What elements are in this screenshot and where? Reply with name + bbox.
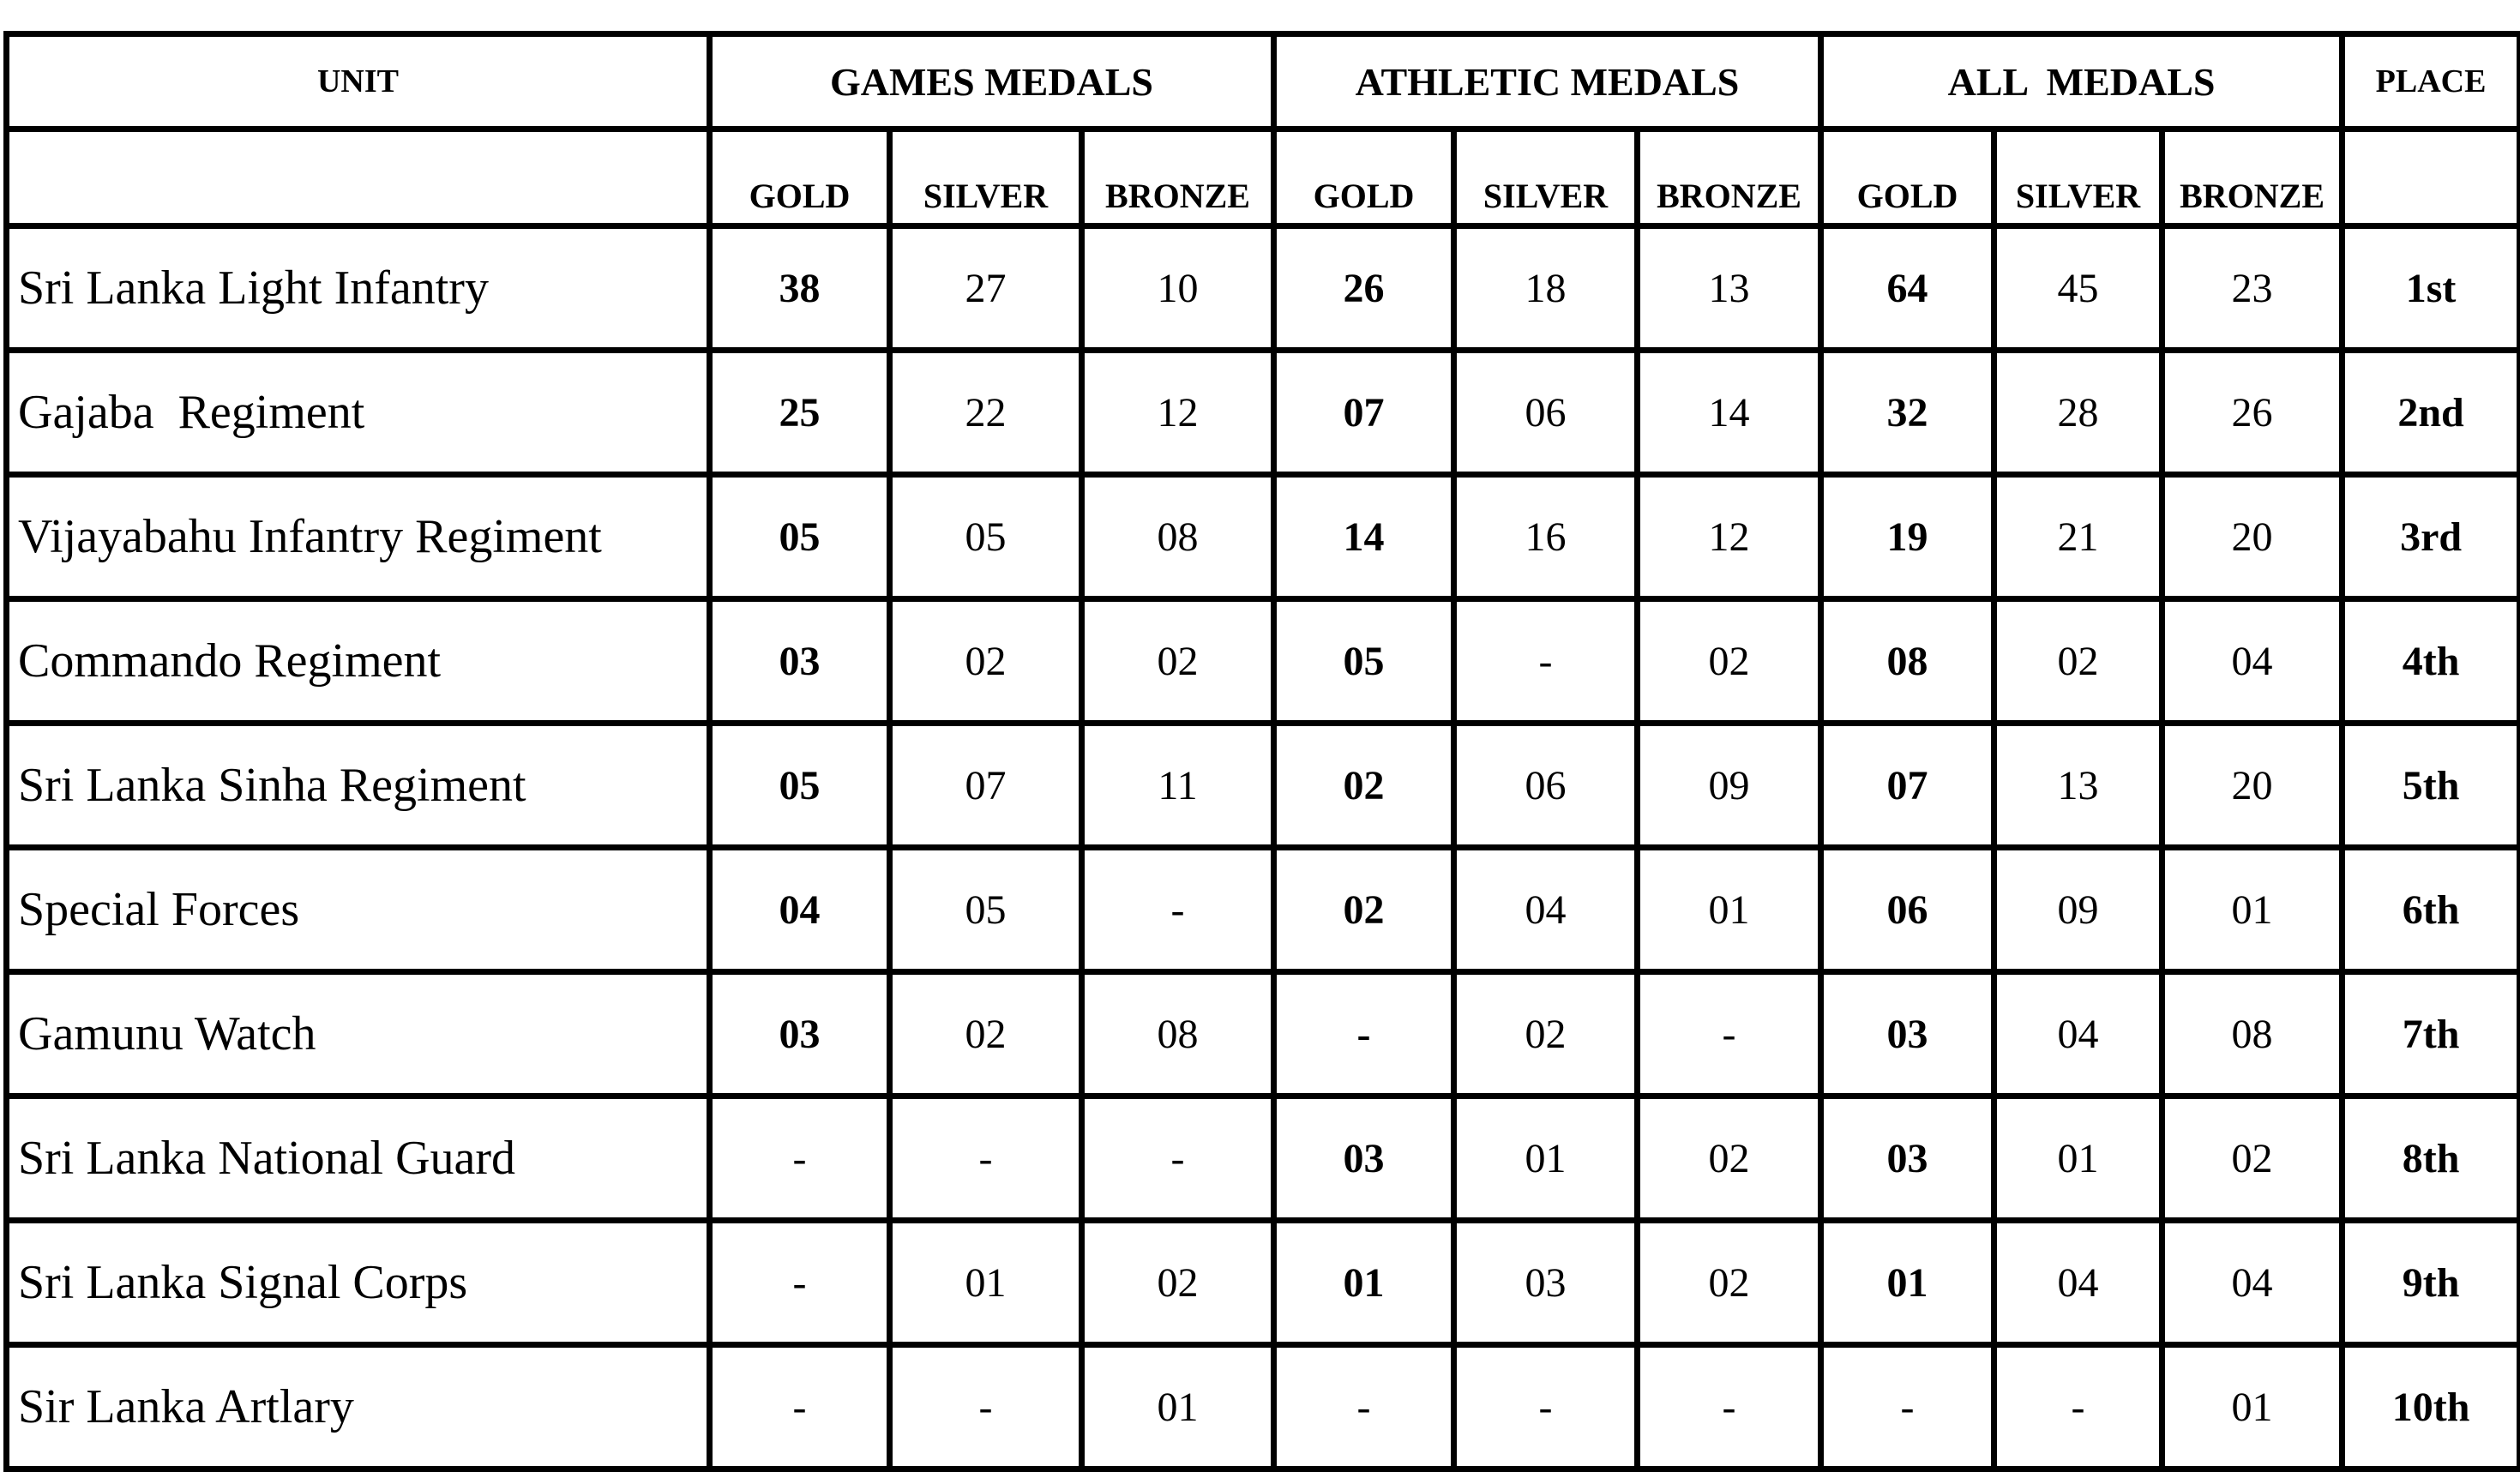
table-row	[7, 1096, 2520, 1221]
all-silver: 13	[1994, 724, 2162, 848]
table-row	[7, 1221, 2520, 1345]
games-silver: -	[890, 1345, 1082, 1469]
place: 9th	[2343, 1221, 2520, 1345]
games-medals-header: GAMES MEDALS	[710, 34, 1274, 129]
games-bronze: 08	[1082, 972, 1274, 1096]
unit-name: Gajaba Regiment	[7, 351, 710, 475]
all-silver: 45	[1994, 226, 2162, 351]
games-bronze: 11	[1082, 724, 1274, 848]
table-row	[7, 1345, 2520, 1469]
athletic-silver: 04	[1454, 848, 1638, 972]
athletic-bronze: -	[1638, 972, 1821, 1096]
table-row	[7, 848, 2520, 972]
games-silver-header: SILVER	[890, 129, 1082, 226]
all-gold-header: GOLD	[1821, 129, 1994, 226]
athletic-silver: 03	[1454, 1221, 1638, 1345]
place: 10th	[2343, 1345, 2520, 1469]
unit-subheader-empty	[7, 129, 710, 226]
all-gold: 64	[1821, 226, 1994, 351]
games-silver: 27	[890, 226, 1082, 351]
all-gold: 01	[1821, 1221, 1994, 1345]
table-row	[7, 351, 2520, 475]
games-gold: -	[710, 1345, 890, 1469]
table-row	[7, 226, 2520, 351]
athletic-bronze-header: BRONZE	[1638, 129, 1821, 226]
place: 4th	[2343, 599, 2520, 724]
games-gold: 03	[710, 972, 890, 1096]
games-silver: 07	[890, 724, 1082, 848]
unit-name: Sri Lanka Light Infantry	[7, 226, 710, 351]
table-row	[7, 475, 2520, 599]
games-silver: 01	[890, 1221, 1082, 1345]
games-gold-header: GOLD	[710, 129, 890, 226]
all-silver: 04	[1994, 1221, 2162, 1345]
place-header: PLACE	[2343, 34, 2520, 129]
games-gold: 05	[710, 475, 890, 599]
all-gold: 07	[1821, 724, 1994, 848]
unit-name: Sir Lanka Artlary	[7, 1345, 710, 1469]
medal-standings-table	[3, 31, 2520, 1472]
all-silver: 28	[1994, 351, 2162, 475]
games-gold: 05	[710, 724, 890, 848]
athletic-gold: -	[1274, 972, 1454, 1096]
all-silver: 09	[1994, 848, 2162, 972]
athletic-silver: 18	[1454, 226, 1638, 351]
athletic-silver: 16	[1454, 475, 1638, 599]
all-silver: 21	[1994, 475, 2162, 599]
athletic-gold: 14	[1274, 475, 1454, 599]
athletic-bronze: 02	[1638, 1221, 1821, 1345]
unit-header: UNIT	[7, 34, 710, 129]
athletic-gold-header: GOLD	[1274, 129, 1454, 226]
athletic-gold: -	[1274, 1345, 1454, 1469]
all-bronze: 01	[2162, 1345, 2343, 1469]
athletic-silver-header: SILVER	[1454, 129, 1638, 226]
all-silver: 01	[1994, 1096, 2162, 1221]
unit-name: Sri Lanka Signal Corps	[7, 1221, 710, 1345]
games-gold: -	[710, 1096, 890, 1221]
all-bronze: 02	[2162, 1096, 2343, 1221]
games-silver: 05	[890, 475, 1082, 599]
sub-header-row	[7, 129, 2520, 226]
games-bronze: 01	[1082, 1345, 1274, 1469]
athletic-bronze: 13	[1638, 226, 1821, 351]
unit-name: Vijayabahu Infantry Regiment	[7, 475, 710, 599]
games-bronze-header: BRONZE	[1082, 129, 1274, 226]
all-bronze-header: BRONZE	[2162, 129, 2343, 226]
unit-name: Commando Regiment	[7, 599, 710, 724]
athletic-silver: 06	[1454, 351, 1638, 475]
all-gold: 32	[1821, 351, 1994, 475]
athletic-gold: 01	[1274, 1221, 1454, 1345]
place: 8th	[2343, 1096, 2520, 1221]
games-silver: 02	[890, 972, 1082, 1096]
athletic-gold: 03	[1274, 1096, 1454, 1221]
athletic-gold: 07	[1274, 351, 1454, 475]
athletic-medals-header: ATHLETIC MEDALS	[1274, 34, 1821, 129]
games-bronze: 02	[1082, 599, 1274, 724]
athletic-gold: 26	[1274, 226, 1454, 351]
all-gold: 03	[1821, 972, 1994, 1096]
all-silver: 02	[1994, 599, 2162, 724]
table-row	[7, 724, 2520, 848]
unit-name: Gamunu Watch	[7, 972, 710, 1096]
athletic-silver: 02	[1454, 972, 1638, 1096]
all-bronze: 20	[2162, 724, 2343, 848]
place: 7th	[2343, 972, 2520, 1096]
games-bronze: 02	[1082, 1221, 1274, 1345]
all-bronze: 08	[2162, 972, 2343, 1096]
athletic-bronze: 02	[1638, 599, 1821, 724]
unit-name: Special Forces	[7, 848, 710, 972]
games-bronze: -	[1082, 848, 1274, 972]
athletic-silver: -	[1454, 1345, 1638, 1469]
all-gold: 19	[1821, 475, 1994, 599]
games-gold: 38	[710, 226, 890, 351]
athletic-silver: 01	[1454, 1096, 1638, 1221]
place-subheader-empty	[2343, 129, 2520, 226]
all-silver: 04	[1994, 972, 2162, 1096]
place: 2nd	[2343, 351, 2520, 475]
games-bronze: 12	[1082, 351, 1274, 475]
all-medals-header: ALL MEDALS	[1821, 34, 2343, 129]
athletic-silver: -	[1454, 599, 1638, 724]
games-gold: -	[710, 1221, 890, 1345]
all-bronze: 26	[2162, 351, 2343, 475]
all-bronze: 04	[2162, 1221, 2343, 1345]
place: 6th	[2343, 848, 2520, 972]
games-silver: 22	[890, 351, 1082, 475]
place: 3rd	[2343, 475, 2520, 599]
all-bronze: 23	[2162, 226, 2343, 351]
all-bronze: 01	[2162, 848, 2343, 972]
all-silver: -	[1994, 1345, 2162, 1469]
athletic-gold: 02	[1274, 724, 1454, 848]
athletic-bronze: 09	[1638, 724, 1821, 848]
all-bronze: 04	[2162, 599, 2343, 724]
athletic-gold: 05	[1274, 599, 1454, 724]
games-silver: -	[890, 1096, 1082, 1221]
table-row	[7, 972, 2520, 1096]
all-bronze: 20	[2162, 475, 2343, 599]
games-gold: 25	[710, 351, 890, 475]
athletic-bronze: 14	[1638, 351, 1821, 475]
group-header-row	[7, 34, 2520, 129]
games-bronze: 08	[1082, 475, 1274, 599]
athletic-bronze: 02	[1638, 1096, 1821, 1221]
all-gold: -	[1821, 1345, 1994, 1469]
athletic-gold: 02	[1274, 848, 1454, 972]
all-gold: 03	[1821, 1096, 1994, 1221]
all-gold: 06	[1821, 848, 1994, 972]
games-silver: 02	[890, 599, 1082, 724]
all-silver-header: SILVER	[1994, 129, 2162, 226]
place: 5th	[2343, 724, 2520, 848]
place: 1st	[2343, 226, 2520, 351]
unit-name: Sri Lanka Sinha Regiment	[7, 724, 710, 848]
table-row	[7, 599, 2520, 724]
athletic-bronze: 12	[1638, 475, 1821, 599]
games-silver: 05	[890, 848, 1082, 972]
athletic-silver: 06	[1454, 724, 1638, 848]
athletic-bronze: -	[1638, 1345, 1821, 1469]
games-bronze: 10	[1082, 226, 1274, 351]
unit-name: Sri Lanka National Guard	[7, 1096, 710, 1221]
games-bronze: -	[1082, 1096, 1274, 1221]
all-gold: 08	[1821, 599, 1994, 724]
athletic-bronze: 01	[1638, 848, 1821, 972]
games-gold: 04	[710, 848, 890, 972]
games-gold: 03	[710, 599, 890, 724]
